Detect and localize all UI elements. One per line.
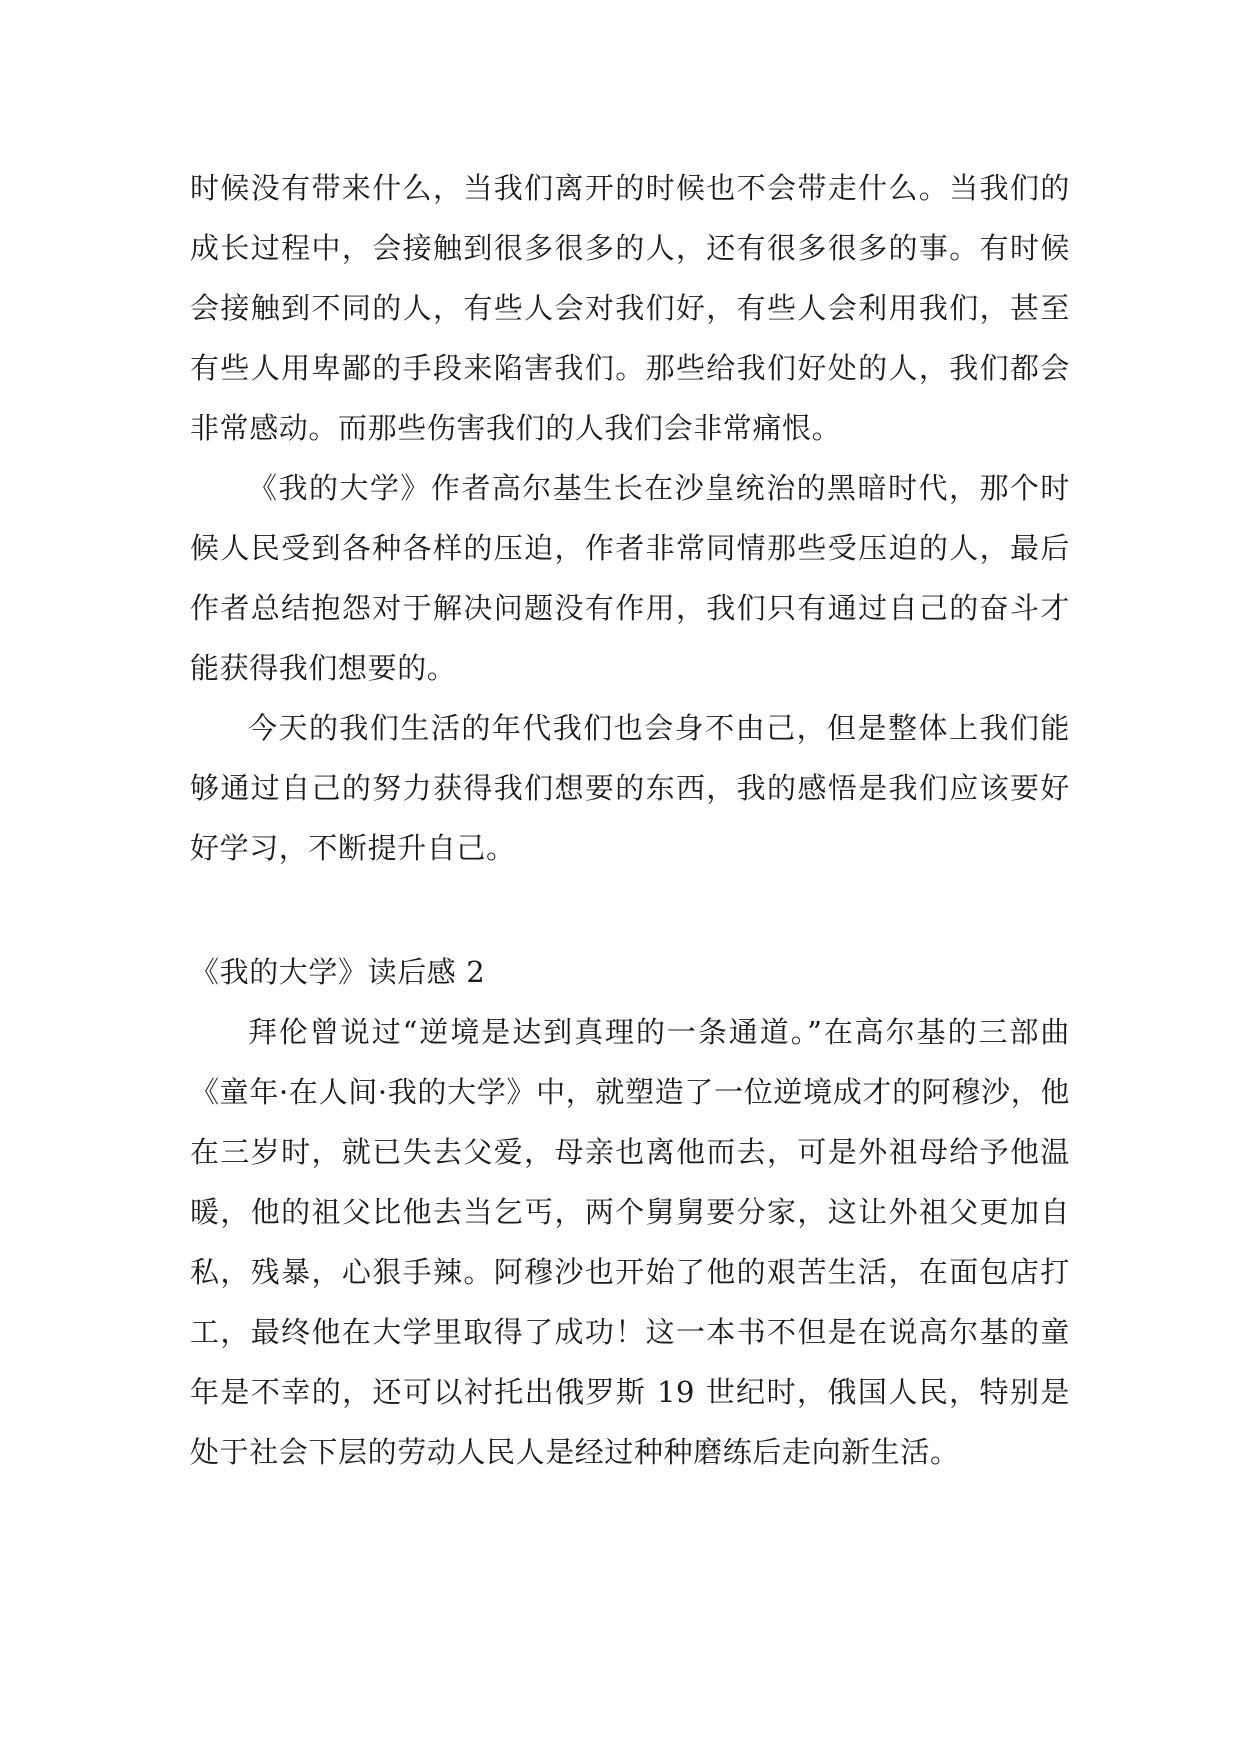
section-title: 《我的大学》读后感 2 [190,955,486,989]
section-spacer [190,878,1070,942]
document-body [190,158,1070,1482]
paragraph-gorky-background: 《我的大学》作者高尔基生长在沙皇统治的黑暗时代，那个时候人民受到各种各样的压迫，作者非常同情那些受压迫的人，最后作者总结抱怨对于解决问题没有作用，我们只有通过自己的奋斗才能获得我们想要的。 [190,471,1070,685]
paragraph-reflection: 今天的我们生活的年代我们也会身不由己，但是整体上我们能够通过自己的努力获得我们想要的东西，我的感悟是我们应该要好好学习，不断提升自己。 [190,711,1070,865]
paragraph-continuation: 时候没有带来什么，当我们离开的时候也不会带走什么。当我们的成长过程中，会接触到很多很多的人，还有很多很多的事。有时候会接触到不同的人，有些人会对我们好，有些人会利用我们，甚至有些人用卑鄙的手段来陷害我们。那些给我们好处的人，我们都会非常感动。而那些伤害我们的人我们会非常痛恨。 [190,171,1070,445]
paragraph-byron-quote: 拜伦曾说过“逆境是达到真理的一条通道。”在高尔基的三部曲《童年·在人间·我的大学》中，就塑造了一位逆境成才的阿穆沙，他在三岁时，就已失去父爱，母亲也离他而去，可是外祖母给予他温暖，他的祖父比他去当乞丐，两个舅舅要分家，这让外祖父更加自私，残暴，心狠手辣。阿穆沙也开始了他的艰苦生活，在面包店打工，最终他在大学里取得了成功！这一本书不但是在说高尔基的童年是不幸的，还可以衬托出俄罗斯 19 世纪时，俄国人民，特别是处于社会下层的劳动人民人是经过种种磨练后走向新生活。 [190,1015,1070,1469]
